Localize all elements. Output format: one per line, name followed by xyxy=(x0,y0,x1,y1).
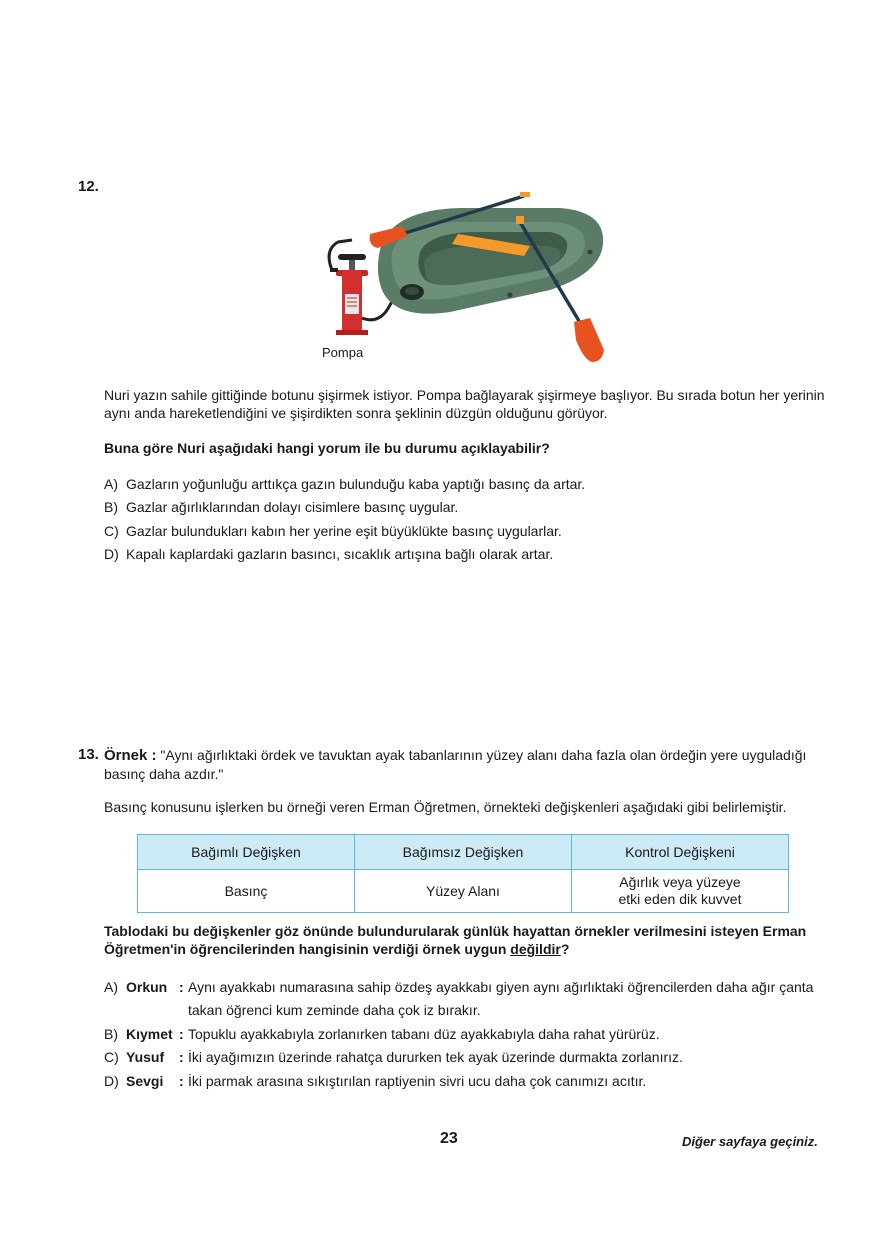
option-colon: : xyxy=(179,1073,184,1089)
option-text: İki ayağımızın üzerinde rahatça dururken tek ayak üzerinde durmakta zorlanırız. xyxy=(188,1049,683,1065)
option-colon: : xyxy=(179,1049,184,1065)
header-control-variable: Kontrol Değişkeni xyxy=(571,835,788,870)
option-text: Gazlar bulundukları kabın her yerine eşit büyüklükte basınç uygularlar. xyxy=(126,523,562,539)
variables-table xyxy=(137,834,789,913)
option-letter: D) xyxy=(104,1073,119,1089)
q12-option-b[interactable] xyxy=(104,498,458,516)
question-12-number: 12. xyxy=(78,178,99,195)
cell-control-line1: Ağırlık veya yüzeye xyxy=(619,874,741,890)
q12-paragraph-line1: Nuri yazın sahile gittiğinde botunu şişirmek istiyor. Pompa bağlayarak şişirmeye başlıyor. Bu sırada botun her yerinin xyxy=(104,387,825,403)
option-text-line1: Aynı ayakkabı numarasına sahip özdeş ayakkabı giyen aynı ağırlıktaki öğrencilerden daha ağır çanta xyxy=(188,979,814,995)
option-text: Topuklu ayakkabıyla zorlanırken tabanı düz ayakkabıyla daha rahat yürürüz. xyxy=(188,1026,660,1042)
q12-option-d[interactable] xyxy=(104,545,553,563)
q12-option-c[interactable] xyxy=(104,522,562,540)
option-text: Kapalı kaplardaki gazların basıncı, sıcaklık artışına bağlı olarak artar. xyxy=(126,546,554,562)
option-colon: : xyxy=(179,979,184,995)
option-student-name: Orkun xyxy=(126,979,168,995)
option-letter: D) xyxy=(104,546,119,562)
pump-label: Pompa xyxy=(322,345,364,360)
q13-option-d[interactable] xyxy=(104,1072,844,1092)
q13-option-c[interactable] xyxy=(104,1048,844,1068)
q12-paragraph-line2: aynı anda hareketlendiğini ve şişirdikten sonra şeklinin düzgün olduğunu görüyor. xyxy=(104,405,608,421)
header-dependent-variable: Bağımlı Değişken xyxy=(138,835,355,870)
example-line1: "Aynı ağırlıktaki ördek ve tavuktan ayak tabanlarının yüzey alanı daha fazla olan ördeğin yere uyguladığı xyxy=(160,747,807,763)
q12-paragraph xyxy=(104,386,834,422)
cell-control-variable xyxy=(571,870,788,913)
q13-question-line1: Tablodaki bu değişkenler göz önünde bulundurularak günlük hayattan örnekler verilmesini isteyen Erman xyxy=(104,923,807,939)
q12-question: Buna göre Nuri aşağıdaki hangi yorum ile bu durumu açıklayabilir? xyxy=(104,440,550,456)
option-text: Gazların yoğunluğu arttıkça gazın bulunduğu kaba yaptığı basınç da artar. xyxy=(126,476,586,492)
option-student-name: Sevgi xyxy=(126,1073,164,1089)
option-student-name: Yusuf xyxy=(126,1049,165,1065)
q13-question-emphasis: değildir xyxy=(510,941,561,957)
boat-and-pump-illustration xyxy=(320,190,620,370)
boat-icon xyxy=(378,208,603,314)
q13-option-a[interactable] xyxy=(104,978,844,1022)
q13-option-b[interactable] xyxy=(104,1025,844,1045)
option-letter: B) xyxy=(104,1026,118,1042)
table-header-row xyxy=(138,835,789,870)
option-letter: C) xyxy=(104,1049,119,1065)
example-line2: basınç daha azdır." xyxy=(104,766,224,782)
next-page-note: Diğer sayfaya geçiniz. xyxy=(682,1134,818,1149)
option-letter: A) xyxy=(104,476,118,492)
q13-question-end: ? xyxy=(560,941,570,957)
q13-example xyxy=(104,746,844,783)
option-text-line2: takan öğrenci kum zeminde daha çok iz bırakır. xyxy=(188,1002,481,1018)
example-label: Örnek : xyxy=(104,747,157,764)
q13-question xyxy=(104,922,834,958)
q12-option-a[interactable] xyxy=(104,475,585,493)
q13-question-line2: Öğretmen'in öğrencilerinden hangisinin verdiği örnek uygun xyxy=(104,941,511,957)
pump-icon xyxy=(329,240,368,335)
option-letter: C) xyxy=(104,523,119,539)
option-letter: B) xyxy=(104,499,118,515)
cell-control-line2: etki eden dik kuvvet xyxy=(618,891,742,907)
question-13-number: 13. xyxy=(78,746,99,763)
option-letter: A) xyxy=(104,979,118,995)
q13-intro: Basınç konusunu işlerken bu örneği veren Erman Öğretmen, örnekteki değişkenleri aşağıdaki gibi belirlemiştir. xyxy=(104,799,787,815)
header-independent-variable: Bağımsız Değişken xyxy=(354,835,571,870)
table-row xyxy=(138,870,789,913)
cell-independent-variable: Yüzey Alanı xyxy=(354,870,571,913)
cell-dependent-variable: Basınç xyxy=(138,870,355,913)
option-colon: : xyxy=(179,1026,184,1042)
option-text xyxy=(188,978,828,1019)
option-text: Gazlar ağırlıklarından dolayı cisimlere basınç uygular. xyxy=(126,499,459,515)
option-student-name: Kıymet xyxy=(126,1026,173,1042)
page-number: 23 xyxy=(440,1130,458,1147)
option-text: İki parmak arasına sıkıştırılan raptiyenin sivri ucu daha çok canımızı acıtır. xyxy=(188,1073,647,1089)
